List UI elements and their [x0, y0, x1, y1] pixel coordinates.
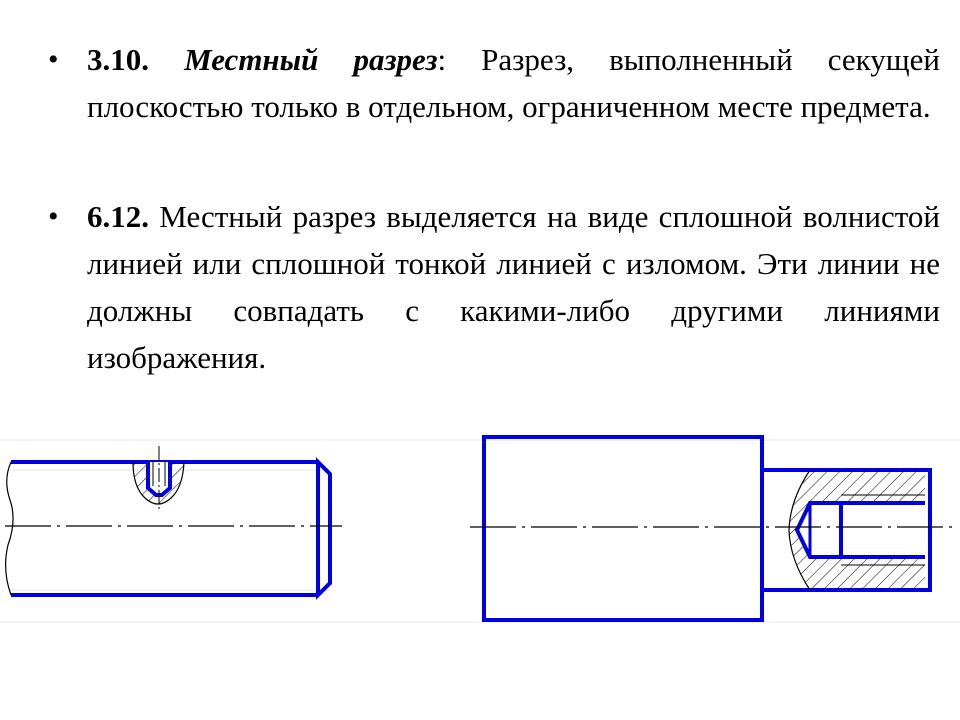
bullet-text [87, 36, 940, 130]
bullet-item-local-section-rule [48, 193, 948, 381]
definition-text: : Разрез, выполненный секущей плоскостью только в отдельном, ограниченном месте предмета. [87, 42, 940, 124]
rule-text: Местный разрез выделяется на виде сплошной волнистой линией или сплошной тонкой линией с изломом. Эти линии не должны совпадать с какими-либо другими линиями изображения. [87, 199, 940, 375]
bore-cavity [797, 503, 925, 557]
shaft-break-line-left [6, 462, 13, 595]
clause-number: 6.12. [87, 199, 149, 234]
clause-number: 3.10. [87, 42, 149, 77]
large-cylinder-outline [484, 437, 762, 620]
right-part-drawing [470, 437, 958, 620]
bullet-item-local-section-definition [48, 36, 948, 130]
technical-drawing [0, 420, 960, 630]
bullet-marker: • [48, 43, 59, 76]
defined-term: Местный разрез [184, 42, 438, 77]
shaft-chamfer-end [318, 462, 330, 595]
bullet-text [87, 193, 940, 381]
bullet-marker: • [48, 200, 59, 233]
left-shaft-drawing [5, 446, 342, 595]
